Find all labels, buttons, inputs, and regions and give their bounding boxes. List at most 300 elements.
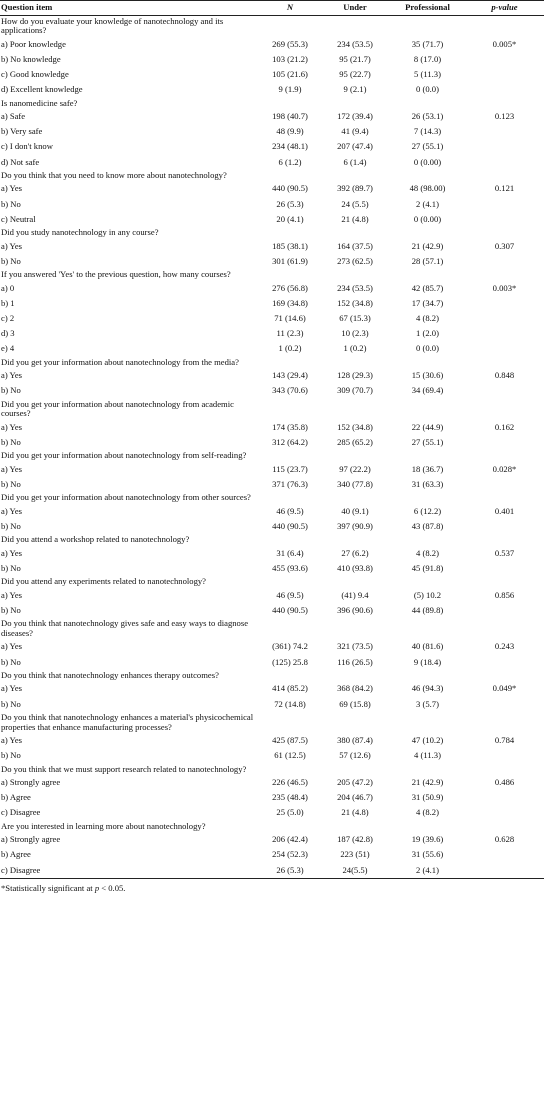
under-value: 40 (9.1): [341, 505, 369, 516]
option-row: [0, 848, 544, 863]
empty-cell: [390, 227, 465, 239]
p-value: [465, 848, 544, 863]
empty-cell: [390, 618, 465, 639]
question-row: [0, 357, 544, 369]
p-value: 0.486: [494, 777, 515, 788]
n-value: 371 (76.3): [272, 478, 308, 489]
question-row: [0, 492, 544, 504]
under-value: 309 (70.7): [337, 385, 373, 396]
professional-value: 0 (0.0): [416, 343, 439, 354]
p-value: [465, 82, 544, 97]
under-value: 207 (47.4): [337, 141, 373, 152]
option-label: c) 2: [1, 312, 15, 323]
footnote: [0, 879, 544, 893]
professional-value: 40 (81.6): [411, 641, 444, 652]
empty-cell: [465, 712, 544, 733]
professional-value: 0 (0.00): [413, 156, 442, 167]
option-row: [0, 182, 544, 197]
empty-cell: [320, 399, 390, 420]
n-value: 1 (0.2): [278, 343, 302, 354]
under-value: 397 (90.9): [337, 520, 373, 531]
empty-cell: [465, 269, 544, 281]
question-row: [0, 15, 544, 37]
p-value: 0.628: [494, 834, 515, 845]
under-value: 172 (39.4): [337, 111, 373, 122]
empty-cell: [390, 764, 465, 776]
option-row: [0, 806, 544, 821]
professional-value: 15 (30.6): [411, 370, 444, 381]
option-row: [0, 254, 544, 269]
n-value: 25 (5.0): [276, 807, 304, 818]
p-value: [465, 140, 544, 155]
under-value: 10 (2.3): [341, 328, 369, 339]
option-label: b) No: [1, 198, 21, 209]
n-value: 72 (14.8): [274, 698, 306, 709]
n-value: 46 (9.5): [276, 505, 304, 516]
professional-value: 2 (4.1): [390, 863, 465, 879]
n-value: 198 (40.7): [272, 111, 308, 122]
professional-value: 21 (42.9): [411, 777, 444, 788]
professional-value: 22 (44.9): [411, 421, 444, 432]
option-row: [0, 197, 544, 212]
option-row: [0, 640, 544, 655]
p-value: [465, 52, 544, 67]
option-label: b) 1: [1, 297, 15, 308]
option-row: [0, 697, 544, 712]
empty-cell: [320, 534, 390, 546]
under-value: 21 (4.8): [341, 213, 369, 224]
under-value: 116 (26.5): [337, 656, 373, 667]
option-row: [0, 37, 544, 52]
option-row: [0, 733, 544, 748]
option-label: c) Neutral: [1, 213, 36, 224]
option-label: c) Disagree: [0, 863, 260, 879]
n-value: 20 (4.1): [276, 213, 304, 224]
empty-cell: [320, 712, 390, 733]
option-row: [0, 775, 544, 790]
empty-cell: [465, 821, 544, 833]
empty-cell: [465, 764, 544, 776]
option-label: a) Yes: [1, 735, 23, 746]
under-value: 67 (15.3): [339, 312, 371, 323]
p-value: [465, 342, 544, 357]
p-value: [465, 790, 544, 805]
header-row: [0, 1, 544, 16]
option-label: b) No: [1, 255, 21, 266]
p-value: [465, 863, 544, 879]
empty-cell: [260, 492, 320, 504]
empty-cell: [465, 618, 544, 639]
question-row: [0, 399, 544, 420]
empty-cell: [320, 227, 390, 239]
professional-value: 34 (69.4): [411, 385, 444, 396]
empty-cell: [320, 764, 390, 776]
question-row: [0, 576, 544, 588]
n-value: 276 (56.8): [272, 282, 308, 293]
professional-value: 8 (17.0): [413, 53, 442, 64]
p-value: [465, 384, 544, 399]
empty-cell: [465, 357, 544, 369]
option-row: [0, 212, 544, 227]
option-row: [0, 435, 544, 450]
n-value: 414 (85.2): [272, 683, 308, 694]
question-row: [0, 764, 544, 776]
under-value: 95 (22.7): [339, 69, 371, 80]
footnote-p-symbol: p: [94, 883, 100, 893]
professional-value: 0 (0.00): [413, 213, 442, 224]
header-n: N: [260, 1, 320, 16]
under-value: 410 (93.8): [337, 562, 373, 573]
n-value: 26 (5.3): [276, 198, 304, 209]
p-value: 0.848: [494, 370, 515, 381]
p-value: 0.243: [494, 641, 515, 652]
empty-cell: [260, 618, 320, 639]
option-label: a) Strongly agree: [1, 834, 61, 845]
empty-cell: [320, 492, 390, 504]
professional-value: 6 (12.2): [413, 505, 442, 516]
option-label: a) Yes: [1, 421, 23, 432]
option-row: [0, 311, 544, 326]
option-row: [0, 603, 544, 618]
professional-value: 4 (11.3): [414, 750, 441, 761]
option-label: a) Yes: [1, 505, 23, 516]
professional-value: 44 (89.8): [411, 604, 444, 615]
p-value: [465, 477, 544, 492]
question-row: [0, 712, 544, 733]
option-label: c) Good knowledge: [1, 69, 69, 80]
n-value: (361) 74.2: [272, 641, 308, 652]
question-row: [0, 534, 544, 546]
option-row: [0, 561, 544, 576]
option-label: d) Excellent knowledge: [1, 84, 83, 95]
under-value: 368 (84.2): [337, 683, 373, 694]
option-label: d) Not safe: [1, 156, 40, 167]
empty-cell: [390, 492, 465, 504]
question-text: Did you get your information about nanotechnology from other sources?: [1, 492, 251, 503]
professional-value: 27 (55.1): [411, 141, 444, 152]
empty-cell: [320, 269, 390, 281]
professional-value: 4 (8.2): [416, 547, 439, 558]
n-value: 31 (6.4): [276, 547, 304, 558]
question-text: Do you think that you need to know more about nanotechnology?: [1, 170, 227, 180]
n-value: 235 (48.4): [272, 792, 308, 803]
empty-cell: [390, 269, 465, 281]
empty-cell: [465, 399, 544, 420]
option-label: a) Yes: [1, 240, 23, 251]
option-row: [0, 342, 544, 357]
empty-cell: [390, 15, 465, 37]
p-value: [465, 155, 544, 170]
professional-value: 35 (71.7): [411, 38, 444, 49]
option-row: [0, 82, 544, 97]
question-text: Do you think that we must support research related to nanotechnology?: [1, 763, 247, 774]
table-header: [0, 1, 544, 16]
n-value: 440 (90.5): [272, 604, 308, 615]
professional-value: 2 (4.1): [416, 198, 439, 209]
empty-cell: [390, 450, 465, 462]
option-label: a) Strongly agree: [1, 777, 61, 788]
question-row: [0, 821, 544, 833]
p-value: [465, 326, 544, 341]
professional-value: 4 (8.2): [416, 807, 439, 818]
n-value: 6 (1.2): [278, 156, 302, 167]
question-row: [0, 227, 544, 239]
n-value: 455 (93.6): [272, 562, 308, 573]
professional-value: 17 (34.7): [411, 297, 444, 308]
empty-cell: [465, 576, 544, 588]
empty-cell: [465, 98, 544, 110]
option-row: [0, 477, 544, 492]
empty-cell: [260, 821, 320, 833]
question-text: Did you get your information about nanotechnology from self-reading?: [1, 450, 247, 461]
p-value: [465, 748, 544, 763]
under-value: 21 (4.8): [341, 807, 369, 818]
empty-cell: [320, 98, 390, 110]
n-value: 26 (5.3): [260, 863, 320, 879]
professional-value: 48 (98.00): [409, 183, 446, 194]
option-row: [0, 296, 544, 311]
empty-cell: [465, 450, 544, 462]
n-value: 206 (42.4): [272, 834, 308, 845]
n-value: 105 (21.6): [272, 69, 308, 80]
option-label: b) No: [1, 478, 21, 489]
option-row: [0, 368, 544, 383]
question-text: Did you study nanotechnology in any course?: [1, 227, 159, 238]
option-label: b) No: [1, 656, 21, 667]
question-text: Did you get your information about nanotechnology from the media?: [1, 356, 239, 367]
empty-cell: [390, 98, 465, 110]
professional-value: 45 (91.8): [411, 562, 444, 573]
option-label: b) Agree: [1, 849, 31, 860]
under-value: 205 (47.2): [337, 777, 373, 788]
option-row: [0, 420, 544, 435]
empty-cell: [320, 576, 390, 588]
header-p-value: p-value: [465, 1, 544, 16]
n-value: 11 (2.3): [276, 328, 304, 339]
under-value: 27 (6.2): [341, 547, 369, 558]
under-value: 41 (9.4): [341, 126, 369, 137]
n-value: 71 (14.6): [274, 312, 306, 323]
p-value: 0.003*: [492, 282, 517, 293]
p-value: 0.028*: [492, 463, 517, 474]
under-value: (41) 9.4: [341, 589, 369, 600]
under-value: 223 (51): [340, 849, 370, 860]
option-label: b) No: [1, 604, 21, 615]
empty-cell: [465, 670, 544, 682]
option-label: a) Yes: [1, 547, 23, 558]
option-row: [0, 281, 544, 296]
option-row: [0, 588, 544, 603]
option-label: b) No: [1, 562, 21, 573]
under-value: 1 (0.2): [343, 343, 367, 354]
under-value: 24 (5.5): [341, 198, 369, 209]
professional-value: 18 (36.7): [411, 463, 444, 474]
header-professional: Professional: [390, 1, 465, 16]
empty-cell: [260, 670, 320, 682]
p-value: 0.537: [494, 547, 515, 558]
question-text: If you answered 'Yes' to the previous question, how many courses?: [1, 269, 231, 280]
under-value: 6 (1.4): [343, 156, 367, 167]
header-under: Under: [320, 1, 390, 16]
p-value: 0.784: [494, 735, 515, 746]
p-value: [465, 519, 544, 534]
under-value: 396 (90.6): [337, 604, 373, 615]
option-row: [0, 504, 544, 519]
professional-value: 7 (14.3): [413, 126, 442, 137]
professional-value: 9 (18.4): [413, 656, 442, 667]
n-value: 226 (46.5): [272, 777, 308, 788]
option-label: b) No: [1, 436, 21, 447]
empty-cell: [390, 357, 465, 369]
n-value: 115 (23.7): [272, 463, 308, 474]
professional-value: 31 (63.3): [411, 478, 444, 489]
under-value: 97 (22.2): [339, 463, 371, 474]
p-value: [465, 124, 544, 139]
under-value: 152 (34.8): [337, 421, 373, 432]
n-value: 174 (35.8): [272, 421, 308, 432]
empty-cell: [260, 269, 320, 281]
n-value: 169 (34.8): [272, 297, 308, 308]
option-label: e) 4: [1, 343, 15, 354]
option-row: [0, 140, 544, 155]
under-value: 187 (42.8): [337, 834, 373, 845]
option-label: b) No: [1, 520, 21, 531]
question-text: Is nanomedicine safe?: [1, 97, 78, 108]
option-row: [0, 519, 544, 534]
p-value: 0.162: [494, 421, 515, 432]
option-label: d) 3: [1, 328, 15, 339]
p-value: [465, 561, 544, 576]
n-value: 269 (55.3): [272, 38, 308, 49]
option-row: [0, 682, 544, 697]
empty-cell: [465, 492, 544, 504]
professional-value: 26 (53.1): [411, 111, 444, 122]
p-value: [465, 296, 544, 311]
question-text: Do you think that nanotechnology enhances therapy outcomes?: [1, 670, 219, 680]
option-label: a) Yes: [1, 683, 23, 694]
empty-cell: [320, 170, 390, 182]
p-value: 0.856: [494, 589, 515, 600]
option-label: c) I don't know: [1, 141, 53, 152]
empty-cell: [260, 15, 320, 37]
professional-value: (5) 10.2: [413, 589, 442, 600]
empty-cell: [260, 450, 320, 462]
n-value: 425 (87.5): [272, 735, 308, 746]
under-value: 164 (37.5): [337, 240, 373, 251]
p-value: [465, 254, 544, 269]
option-label: a) Yes: [1, 183, 23, 194]
professional-value: 4 (8.2): [416, 312, 439, 323]
n-value: 312 (64.2): [272, 436, 308, 447]
option-row: [0, 546, 544, 561]
n-value: 48 (9.9): [276, 126, 304, 137]
option-label: a) Safe: [1, 111, 26, 122]
p-value: 0.307: [494, 240, 515, 251]
option-row: [0, 832, 544, 847]
empty-cell: [390, 170, 465, 182]
empty-cell: [465, 227, 544, 239]
empty-cell: [390, 534, 465, 546]
option-label: b) No: [1, 698, 21, 709]
under-value: 57 (12.6): [339, 750, 371, 761]
under-value: 24(5.5): [320, 863, 390, 879]
n-value: 103 (21.2): [272, 53, 308, 64]
p-value: [465, 197, 544, 212]
n-value: 343 (70.6): [272, 385, 308, 396]
professional-value: 28 (57.1): [411, 255, 444, 266]
n-value: 185 (38.1): [272, 240, 308, 251]
option-label: c) Disagree: [1, 807, 41, 818]
p-value: 0.121: [494, 183, 515, 194]
professional-value: 46 (94.3): [411, 683, 444, 694]
question-row: [0, 170, 544, 182]
empty-cell: [260, 357, 320, 369]
n-value: 46 (9.5): [276, 589, 304, 600]
professional-value: 0 (0.0): [416, 84, 439, 95]
under-value: 234 (53.5): [337, 282, 373, 293]
option-label: b) No: [1, 385, 21, 396]
option-label: b) Agree: [1, 792, 31, 803]
question-row: [0, 98, 544, 110]
professional-value: 31 (50.9): [411, 792, 444, 803]
professional-value: 42 (85.7): [411, 282, 444, 293]
question-row: [0, 269, 544, 281]
under-value: 69 (15.8): [339, 698, 371, 709]
option-row: [0, 239, 544, 254]
empty-cell: [260, 576, 320, 588]
professional-value: 21 (42.9): [411, 240, 444, 251]
under-value: 234 (53.5): [337, 38, 373, 49]
question-text: How do you evaluate your knowledge of nanotechnology and its applications?: [1, 15, 224, 36]
p-value: [465, 806, 544, 821]
p-value: [465, 212, 544, 227]
professional-value: 1 (2.0): [416, 328, 439, 339]
empty-cell: [320, 821, 390, 833]
n-value: 440 (90.5): [272, 183, 308, 194]
professional-value: 47 (10.2): [411, 735, 444, 746]
option-row: [0, 863, 544, 879]
p-value: 0.401: [494, 505, 515, 516]
empty-cell: [465, 170, 544, 182]
empty-cell: [320, 357, 390, 369]
question-row: [0, 670, 544, 682]
n-value: (125) 25.8: [272, 656, 308, 667]
n-value: 143 (29.4): [272, 370, 308, 381]
question-text: Do you think that nanotechnology gives safe and easy ways to diagnose diseases?: [1, 618, 249, 638]
option-row: [0, 462, 544, 477]
n-value: 254 (52.3): [272, 849, 308, 860]
question-text: Did you attend any experiments related to nanotechnology?: [1, 576, 206, 587]
empty-cell: [260, 712, 320, 733]
under-value: 128 (29.3): [337, 370, 373, 381]
p-value: 0.049*: [492, 683, 517, 694]
option-row: [0, 67, 544, 82]
option-label: b) No knowledge: [1, 53, 61, 64]
under-value: 321 (73.5): [337, 641, 373, 652]
option-row: [0, 155, 544, 170]
under-value: 285 (65.2): [337, 436, 373, 447]
p-value: 0.005*: [492, 38, 517, 49]
professional-value: 19 (39.6): [411, 834, 444, 845]
empty-cell: [390, 821, 465, 833]
option-row: [0, 384, 544, 399]
footnote-prefix: *Statistically significant at: [1, 883, 95, 893]
under-value: 204 (46.7): [337, 792, 373, 803]
option-row: [0, 655, 544, 670]
p-value: [465, 655, 544, 670]
table-body: [0, 15, 544, 878]
option-label: a) 0: [1, 282, 15, 293]
